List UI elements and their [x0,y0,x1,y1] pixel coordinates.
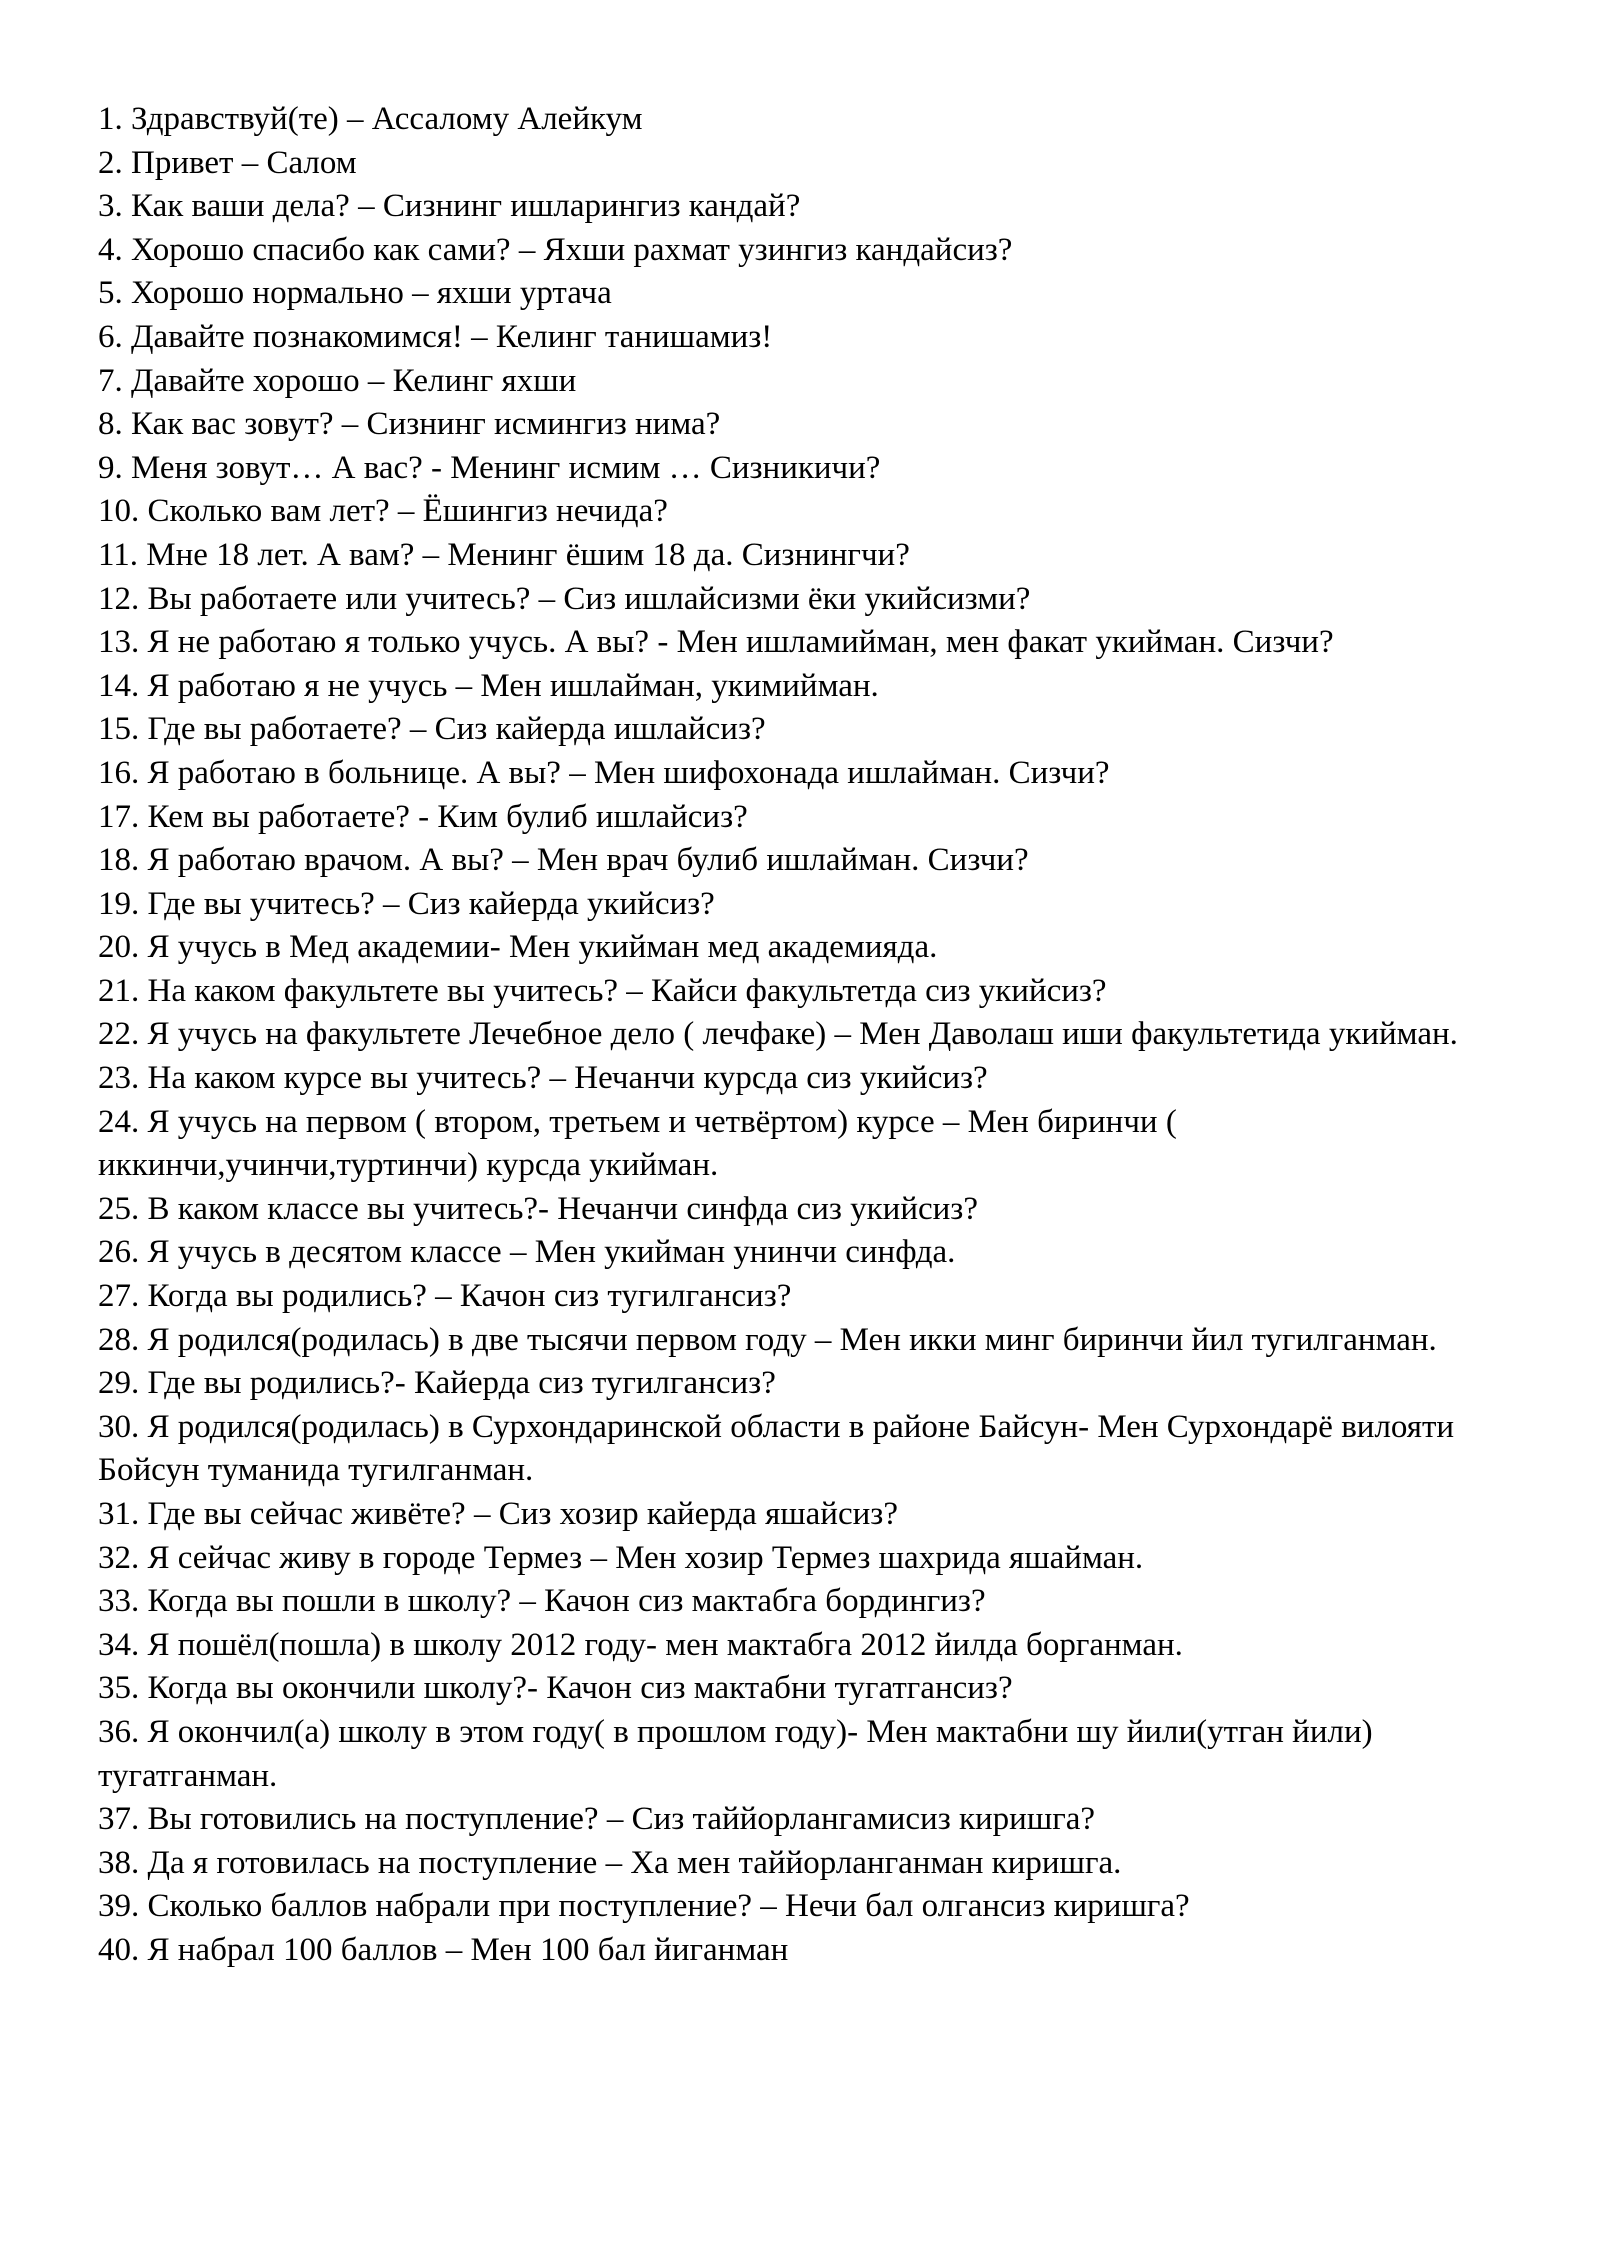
phrase-line: 4. Хорошо спасибо как сами? – Яхши рахмат узингиз кандайсиз? [98,231,1013,268]
phrase-line: 17. Кем вы работаете? - Ким булиб ишлайсиз? [98,798,748,835]
phrase-line: 25. В каком классе вы учитесь?- Нечанчи синфда сиз укийсиз? [98,1190,978,1227]
phrase-line: 32. Я сейчас живу в городе Термез – Мен хозир Термез шахрида яшайман. [98,1539,1144,1576]
phrase-line: 11. Мне 18 лет. А вам? – Менинг ёшим 18 да. Сизнингчи? [98,536,910,573]
phrase-line: 13. Я не работаю я только учусь. А вы? - Мен ишламийман, мен факат укийман. Сизчи? [98,624,1334,661]
phrase-line: 7. Давайте хорошо – Келинг яхши [98,362,577,399]
phrase-line: 19. Где вы учитесь? – Сиз кайерда укийсиз? [98,885,715,922]
phrase-line: 34. Я пошёл(пошла) в школу 2012 году- мен мактабга 2012 йилда борганман. [98,1626,1183,1663]
phrase-line: 37. Вы готовились на поступление? – Сиз таййорлангамисиз киришга? [98,1801,1096,1838]
phrase-line: 36. Я окончил(а) школу в этом году( в прошлом году)- Мен мактабни шу йили(утган йили) тугатганман. [98,1713,1373,1794]
phrase-line: 29. Где вы родились?- Кайерда сиз тугилгансиз? [98,1365,776,1402]
phrase-line: 10. Сколько вам лет? – Ёшингиз нечида? [98,493,668,530]
document-page [98,98,1538,1973]
phrase-line: 28. Я родился(родилась) в две тысячи первом году – Мен икки минг биринчи йил тугилганман. [98,1321,1437,1358]
phrase-line: 22. Я учусь на факультете Лечебное дело ( лечфаке) – Мен Даволаш иши факультетида укийман. [98,1016,1458,1053]
phrase-line: 3. Как ваши дела? – Сизнинг ишларингиз кандай? [98,188,801,225]
phrase-line: 27. Когда вы родились? – Качон сиз тугилгансиз? [98,1278,792,1315]
phrase-list [98,98,1538,1973]
phrase-line: 30. Я родился(родилась) в Сурхондаринской области в районе Байсун- Мен Сурхондарё вилояти Бойсун туманида тугилганман. [98,1408,1455,1489]
phrase-line: 12. Вы работаете или учитесь? – Сиз ишлайсизми ёки укийсизми? [98,580,1031,617]
phrase-line: 31. Где вы сейчас живёте? – Сиз хозир кайерда яшайсиз? [98,1496,898,1532]
phrase-line: 8. Как вас зовут? – Сизнинг исмингиз нима? [98,406,721,443]
phrase-line: 16. Я работаю в больнице. А вы? – Мен шифохонада ишлайман. Сизчи? [98,754,1110,791]
phrase-line: 5. Хорошо нормально – яхши уртача [98,275,612,312]
phrase-line: 35. Когда вы окончили школу?- Качон сиз мактабни тугатгансиз? [98,1670,1013,1707]
phrase-line: 9. Меня зовут… А вас? - Менинг исмим … Сизникичи? [98,449,881,486]
phrase-line: 40. Я набрал 100 баллов – Мен 100 бал йиганман [98,1931,789,1968]
phrase-line: 26. Я учусь в десятом классе – Мен укийман унинчи синфда. [98,1234,956,1271]
phrase-line: 39. Сколько баллов набрали при поступление? – Нечи бал олгансиз киришга? [98,1888,1190,1925]
phrase-line: 24. Я учусь на первом ( втором, третьем и четвёртом) курсе – Мен биринчи ( иккинчи,учинчи,туртинчи) курсда укийман. [98,1103,1177,1184]
phrase-line: 33. Когда вы пошли в школу? – Качон сиз мактабга бордингиз? [98,1583,986,1620]
phrase-line: 18. Я работаю врачом. А вы? – Мен врач булиб ишлайман. Сизчи? [98,842,1029,879]
phrase-line: 6. Давайте познакомимся! – Келинг танишамиз! [98,318,773,355]
phrase-line: 14. Я работаю я не учусь – Мен ишлайман, укимийман. [98,667,879,704]
phrase-line: 38. Да я готовилась на поступление – Ха мен таййорланганман киришга. [98,1844,1122,1881]
phrase-line: 15. Где вы работаете? – Сиз кайерда ишлайсиз? [98,711,766,748]
phrase-line: 1. Здравствуй(те) – Ассалому Алейкум [98,101,643,137]
phrase-line: 20. Я учусь в Мед академии- Мен укийман мед академияда. [98,929,938,966]
phrase-line: 21. На каком факультете вы учитесь? – Кайси факультетда сиз укийсиз? [98,972,1107,1009]
phrase-line: 23. На каком курсе вы учитесь? – Нечанчи курсда сиз укийсиз? [98,1060,988,1097]
phrase-line: 2. Привет – Салом [98,144,357,181]
